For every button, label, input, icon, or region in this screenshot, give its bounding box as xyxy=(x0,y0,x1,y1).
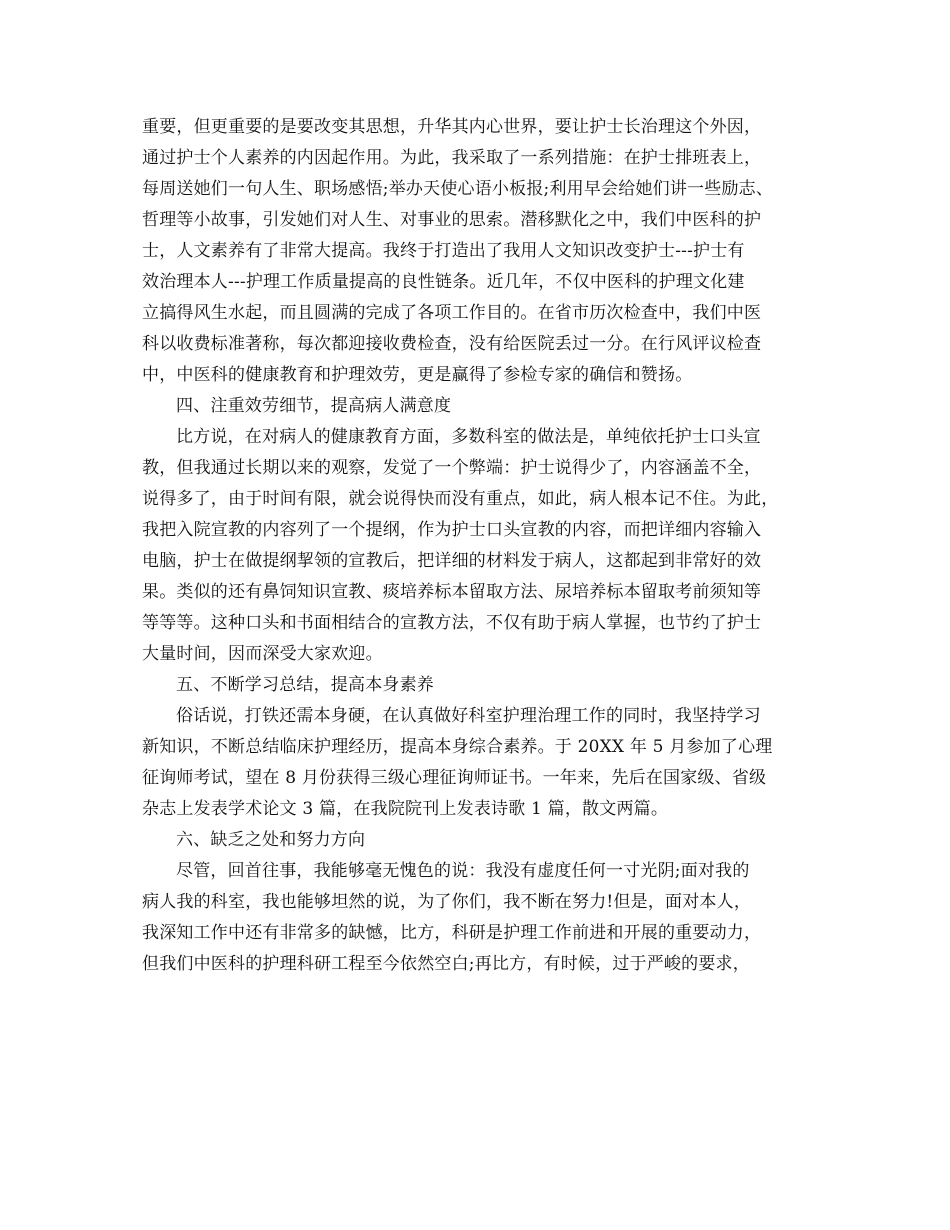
section-heading-5: 五、不断学习总结，提高本身素养 xyxy=(176,675,434,695)
paragraph-shortcomings: 尽管，回首往事，我能够毫无愧色的说：我没有虚度任何一寸光阴;面对我的 病人我的科室，我也能够坦然的说，为了你们，我不断在努力!但是，面对本人， 我深知工作中还有非常多的缺憾，比方，科研是护理工作前进和开展的重要动力， 但我们中医科的护理科研工程至今依然空白;再比方，有时候，过于严峻的要求， xyxy=(142,861,762,974)
section-heading-4: 四、注重效劳细节，提高病人满意度 xyxy=(176,396,452,416)
paragraph-continuation: 重要，但更重要的是要改变其思想，升华其内心世界，要让护士长治理这个外因， 通过护士个人素养的内因起作用。为此，我采取了一系列措施：在护士排班表上， 每周送她们一句人生、职场感悟;举办天使心语小板报;利用早会给她们讲一些励志、 哲理等小故事，引发她们对人生、对事业的思索。潜移默化之中，我们中医科的护 士，人文素养有了非常大提高。我终于打造出了我用人文知识改变护士---护士有 效治理本人---护理工作质量提高的良性链条。近几年，不仅中医科的护理文化建 立搞得风生水起，而且圆满的完成了各项工作目的。在省市历次检查中，我们中医 科以收费标准著称，每次都迎接收费检查，没有给医院丢过一分。在行风评议检查 中，中医科的健康教育和护理效劳，更是赢得了参检专家的确信和赞扬。 xyxy=(142,117,774,385)
section-heading-6: 六、缺乏之处和努力方向 xyxy=(176,830,366,850)
paragraph-health-education: 比方说，在对病人的健康教育方面，多数科室的做法是，单纯依托护士口头宣 教，但我通过长期以来的观察，发觉了一个弊端：护士说得少了，内容涵盖不全， 说得多了，由于时间有限，就会说得快而没有重点，如此，病人根本记不住。为此， 我把入院宣教的内容列了一个提纲，作为护士口头宣教的内容，而把详细内容输入 电脑，护士在做提纲挈领的宣教后，把详细的材料发于病人，这都起到非常好的效 果。类似的还有鼻饲知识宣教、痰培养标本留取方法、尿培养标本留取考前须知等 等等等。这种口头和书面相结合的宣教方法，不仅有助于病人掌握，也节约了护士 大量时间，因而深受大家欢迎。 xyxy=(142,427,779,664)
paragraph-self-study: 俗话说，打铁还需本身硬，在认真做好科室护理治理工作的同时，我坚持学习 新知识，不断总结临床护理经历，提高本身综合素养。于 20XX 年 5 月参加了心理 征询师考试，望在 8 月份获得三级心理征询师证书。一年来，先后在国家级、省级 杂志上发表学术论文 3 篇，在我院院刊上发表诗歌 1 篇，散文两篇。 xyxy=(142,706,773,819)
document-page xyxy=(142,112,812,980)
